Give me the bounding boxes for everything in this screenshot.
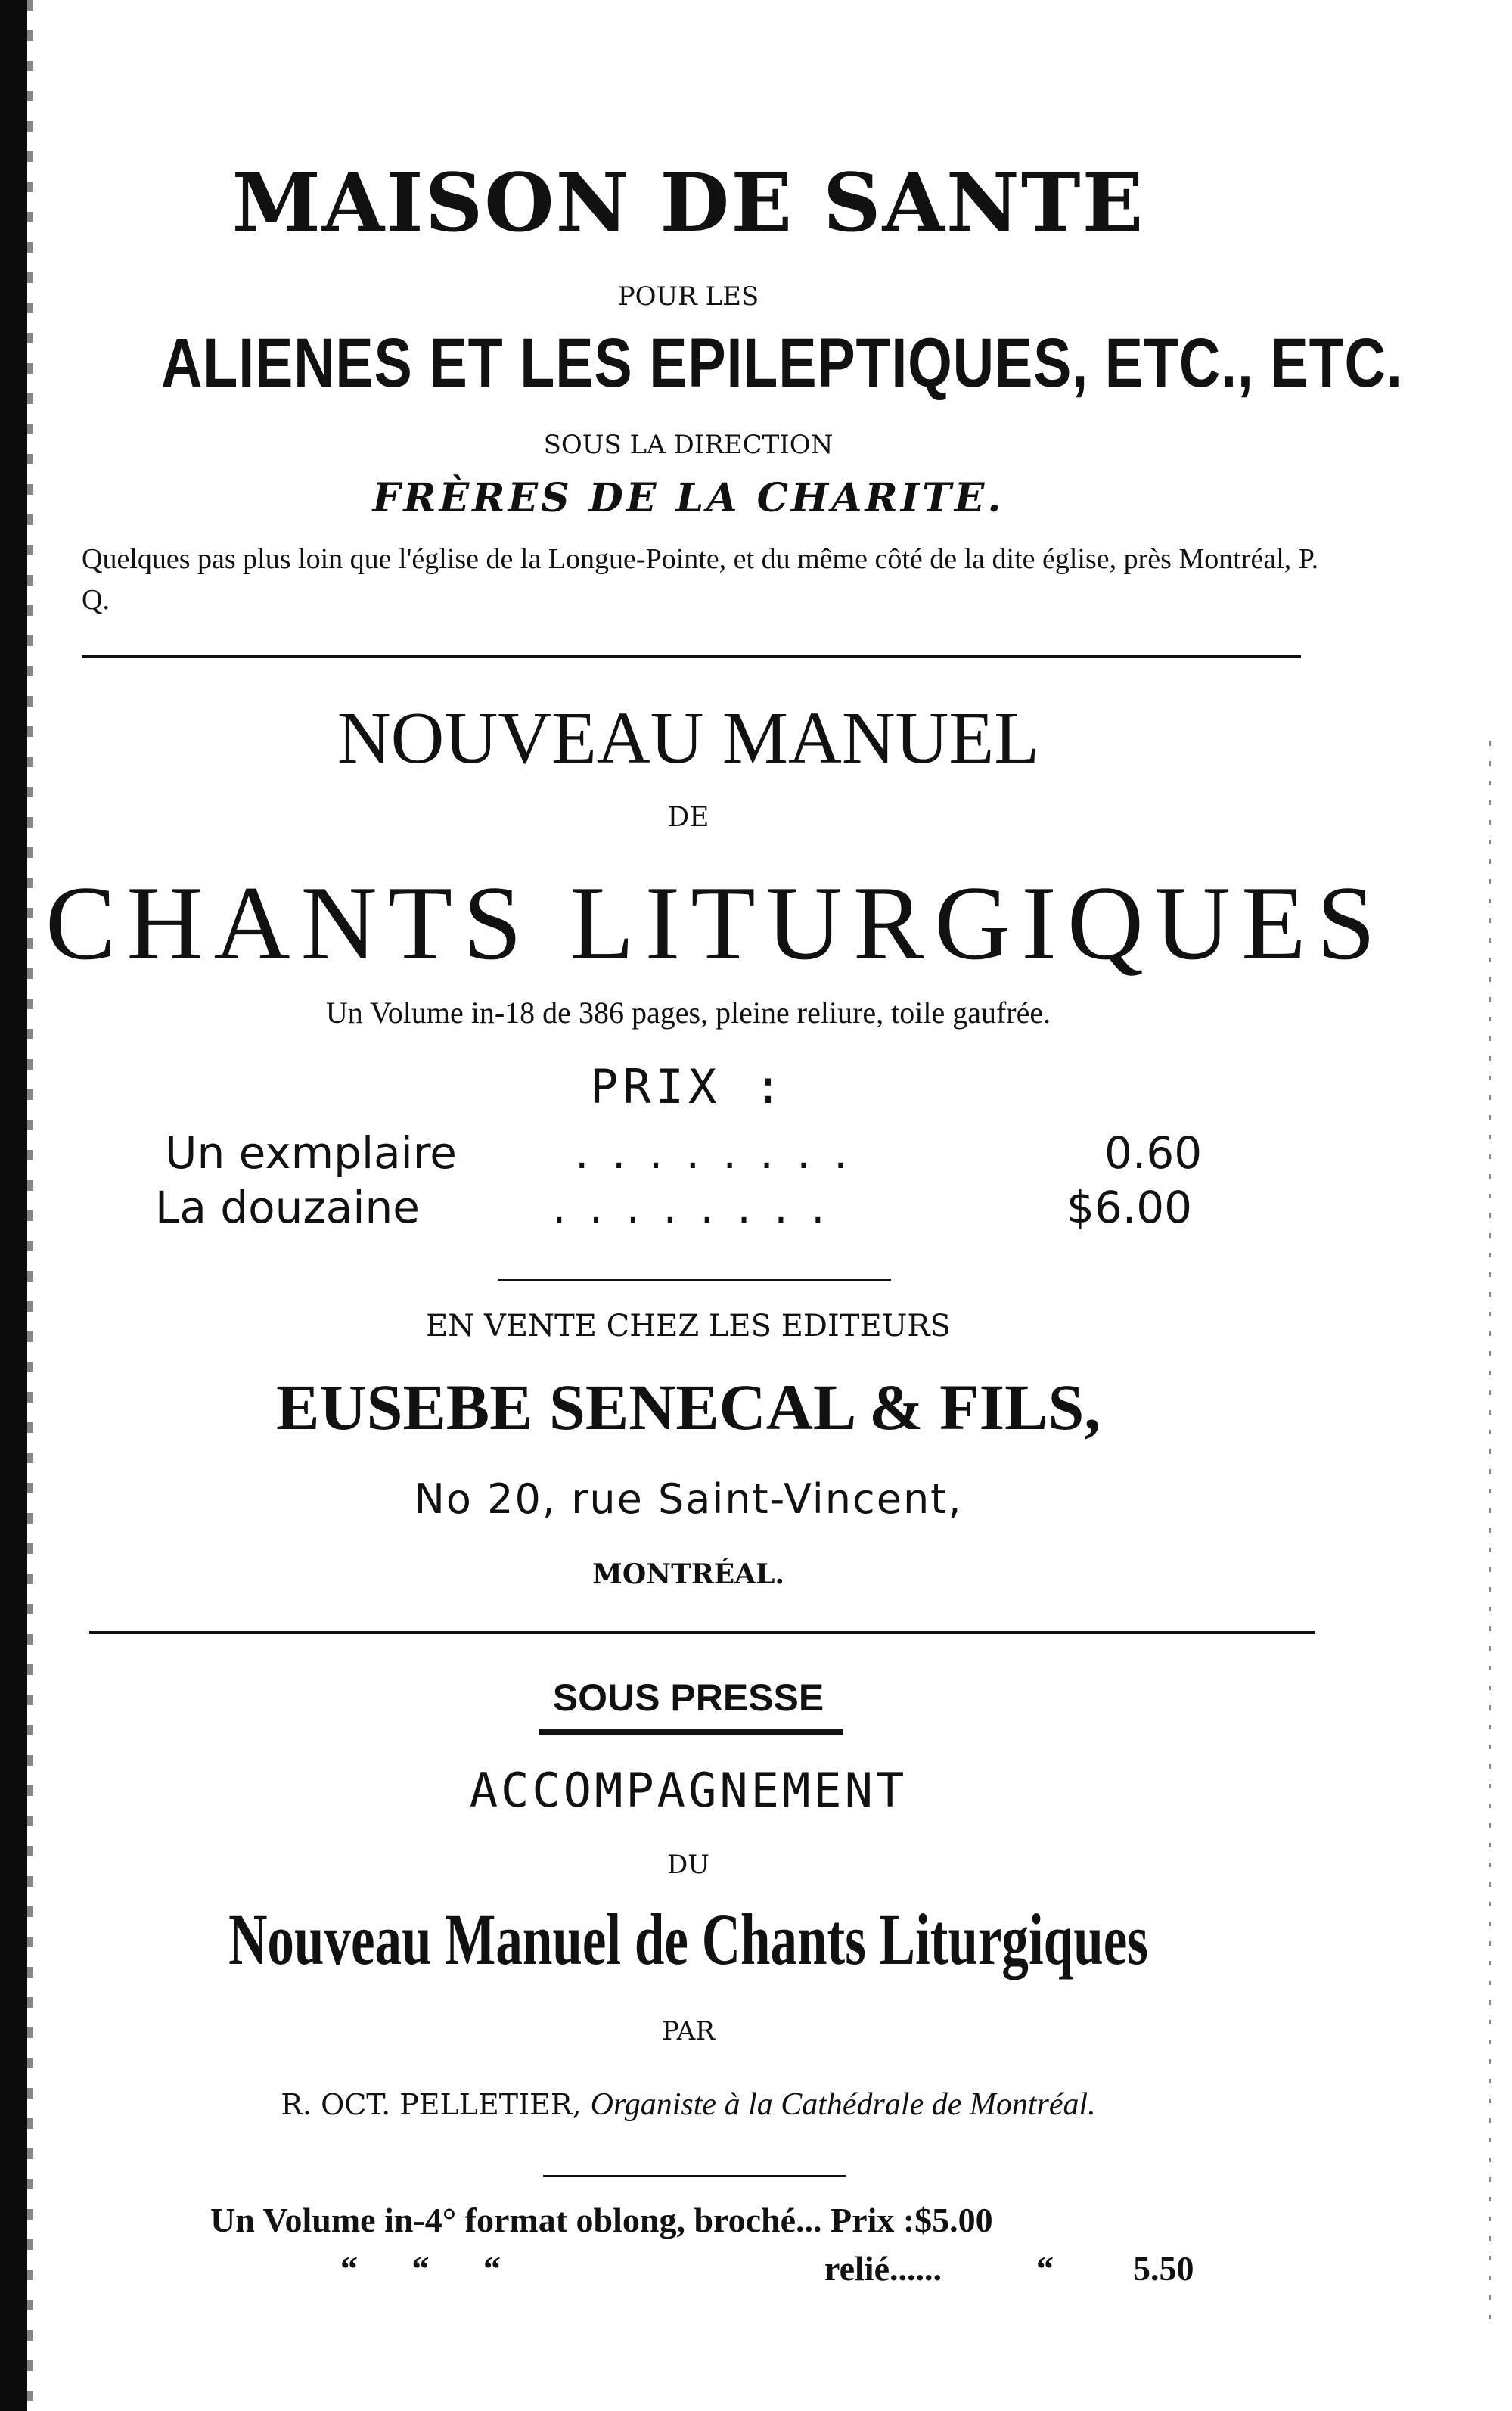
manuel-title: NOUVEAU MANUEL bbox=[337, 698, 1040, 779]
divider-1 bbox=[82, 655, 1301, 658]
price-2-value: $6.00 bbox=[1066, 1182, 1193, 1233]
prix-label: PRIX : bbox=[590, 1059, 787, 1114]
divider-2 bbox=[89, 1631, 1315, 1634]
maison-subtitle: ALIENES ET LES EPILEPTIQUES, ETC., ETC. bbox=[161, 325, 1403, 402]
en-vente: EN VENTE CHEZ LES EDITEURS bbox=[426, 1309, 951, 1344]
volume-line-1: Un Volume in-4° format oblong, broché... Prix :$5.00 bbox=[210, 2201, 993, 2239]
manuel-de: DE bbox=[667, 802, 709, 833]
volume-line-2-relie: relié...... bbox=[824, 2249, 942, 2288]
editeur-name: EUSEBE SENECAL & FILS, bbox=[276, 1371, 1101, 1443]
maison-sous: SOUS LA DIRECTION bbox=[543, 430, 834, 460]
volume-line-2-marks: “ “ “ bbox=[340, 2249, 523, 2288]
sous-presse-underline bbox=[539, 1729, 843, 1735]
presse-title: Nouveau Manuel de Chants Liturgiques bbox=[228, 1899, 1148, 1980]
volume-line-2-price: 5.50 bbox=[1133, 2249, 1194, 2288]
author-role: Organiste à la Cathédrale de Montréal. bbox=[590, 2087, 1096, 2122]
price-1-value: 0.60 bbox=[1104, 1127, 1203, 1179]
presse-par: PAR bbox=[662, 2016, 715, 2046]
price-2-dots: . . . . . . . . bbox=[552, 1182, 830, 1233]
manuel-chants: CHANTS LITURGIQUES bbox=[45, 865, 1386, 982]
price-2-label: La douzaine bbox=[155, 1182, 420, 1233]
price-1-label: Un exmplaire bbox=[165, 1127, 457, 1179]
author-line bbox=[45, 2086, 1331, 2123]
accompagnement: ACCOMPAGNEMENT bbox=[469, 1763, 908, 1818]
price-1-dots: . . . . . . . . bbox=[575, 1127, 852, 1179]
binding-edge bbox=[0, 0, 27, 2411]
sous-presse-heading: SOUS PRESSE bbox=[552, 1676, 824, 1719]
volume-line-2-mark: “ bbox=[1036, 2249, 1054, 2288]
maison-pour: POUR LES bbox=[617, 281, 759, 312]
manuel-volume: Un Volume in-18 de 386 pages, pleine reliure, toile gaufrée. bbox=[325, 996, 1051, 1030]
page-edge-noise bbox=[1489, 741, 1491, 2330]
editeur-address: No 20, rue Saint-Vincent, bbox=[414, 1475, 963, 1523]
divider-short-1 bbox=[498, 1279, 891, 1281]
editeur-city: MONTRÉAL. bbox=[591, 1558, 785, 1590]
divider-short-2 bbox=[543, 2175, 846, 2177]
author-name: R. OCT. PELLETIER, bbox=[281, 2088, 582, 2121]
presse-du: DU bbox=[667, 1850, 709, 1880]
maison-freres: FRÈRES DE LA CHARITE. bbox=[372, 475, 1004, 521]
maison-address: Quelques pas plus loin que l'église de la Longue-Pointe, et du même côté de la dite église, près Montréal, P. Q. bbox=[82, 543, 1319, 616]
maison-title: MAISON DE SANTE bbox=[231, 155, 1145, 250]
binding-shadow bbox=[27, 0, 33, 2411]
